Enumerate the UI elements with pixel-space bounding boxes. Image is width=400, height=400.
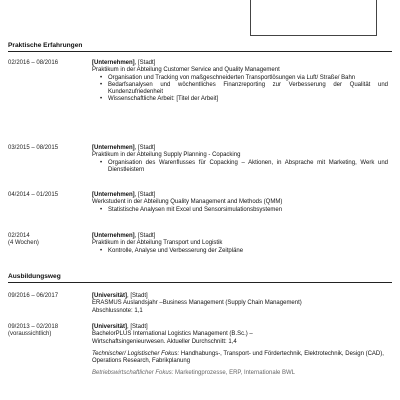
- econ-focus-label: Betriebswirtschaftlicher Fokus:: [92, 370, 174, 377]
- bullet-item: • Statistische Analysen mit Excel und Sensorsimulationsbsystemen: [100, 207, 388, 214]
- section-heading-experience: Praktische Erfahrungen: [8, 42, 392, 52]
- date-range: 02/2014: [8, 233, 30, 239]
- bullet-item: • Kontrolle, Analyse und Verbesserung der Zeitpläne: [100, 248, 388, 255]
- bullet-item: • Bedarfsanalysen und wöchentliches Finanzreporting zur Verbesserung der Qualität und Kundenzufriedenheit: [100, 82, 388, 97]
- entry-date: 02/2016 – 08/2016: [8, 60, 59, 66]
- entry-date: 04/2014 – 01/2015: [8, 192, 59, 198]
- org-city: , [Stadt]: [134, 233, 156, 239]
- entry-role: Praktikum in der Abteilung Transport und Logistik: [92, 240, 223, 247]
- institution-city: , [Stadt]: [127, 293, 148, 299]
- institution-city: , [Stadt]: [127, 324, 148, 330]
- entry-content: [92, 192, 388, 214]
- photo-placeholder: [250, 0, 377, 36]
- entry-role: Praktikum in der Abteilung Customer Service and Quality Management: [92, 67, 280, 74]
- bullet-list: [92, 207, 388, 214]
- org-city: , [Stadt]: [134, 145, 156, 151]
- date-note: (voraussichtlich): [8, 331, 52, 338]
- institution-name: [Universität]: [92, 324, 128, 330]
- degree-line: BachelorPLUS International Logistics Management (B.Sc.) –: [92, 331, 253, 338]
- bullet-list: [92, 160, 388, 175]
- entry-date: [8, 324, 88, 339]
- date-note: (4 Wochen): [8, 240, 39, 247]
- bullet-item: • Organisation des Warenflusses für Copacking – Aktionen, in Absprache mit Marketing, Werk und Dienstleistern: [100, 160, 388, 175]
- entry-date: 09/2016 – 06/2017: [8, 293, 59, 299]
- org-city: , [Stadt]: [134, 192, 156, 198]
- degree-line: ERASMUS Auslandsjahr –Business Management (Supply Chain Management): [92, 300, 302, 307]
- date-range: 09/2013 – 02/2018: [8, 324, 59, 330]
- bullet-item: • Wissenschaftliche Arbeit: [Titel der Arbeit]: [100, 96, 388, 103]
- focus-text: Handhabungs-, Transport- und Fördertechnik, Elektrotechnik, Design (CAD), Operations Research, Fabrikplanung: [92, 350, 384, 365]
- entry-role: Werkstudent in der Abteilung Quality Management and Methods (QMM): [92, 199, 283, 206]
- grade-line: Abschlussnote: 1,1: [92, 307, 143, 314]
- experience-section: [8, 42, 392, 52]
- education-section: [8, 273, 392, 283]
- focus-label: Technischer/ Logistischer Fokus:: [92, 350, 180, 357]
- bullet-item: • Organisation und Tracking von maßgeschneiderten Transportlösungen via Luft/ Straße/ Bahn: [100, 75, 388, 82]
- econ-focus-text: Marketingprozesse, ERP, Internationale BWL: [173, 370, 295, 377]
- entry-date: [8, 233, 88, 248]
- entry-content: [92, 293, 388, 315]
- entry-content: [92, 233, 388, 255]
- section-heading-education: Ausbildungsweg: [8, 273, 392, 283]
- entry-content: [92, 60, 388, 104]
- org-name: [Unternehmen]: [92, 233, 135, 239]
- bullet-list: [92, 248, 388, 255]
- degree-line: Wirtschaftsingenieurwesen. Aktueller Durchschnitt: 1,4: [92, 338, 237, 345]
- org-name: [Unternehmen]: [92, 145, 135, 151]
- org-name: [Unternehmen]: [92, 60, 135, 66]
- org-name: [Unternehmen]: [92, 192, 135, 198]
- entry-date: 03/2015 – 08/2015: [8, 145, 59, 151]
- institution-name: [Universität]: [92, 293, 128, 299]
- entry-role: Praktikum in der Abteilung Supply Planning - Copacking: [92, 152, 241, 159]
- org-city: , [Stadt]: [134, 60, 156, 66]
- bullet-list: [92, 75, 388, 104]
- entry-content: [92, 145, 388, 174]
- entry-content: [92, 324, 388, 378]
- focus-line: [92, 351, 388, 366]
- econ-focus-line: [92, 370, 388, 377]
